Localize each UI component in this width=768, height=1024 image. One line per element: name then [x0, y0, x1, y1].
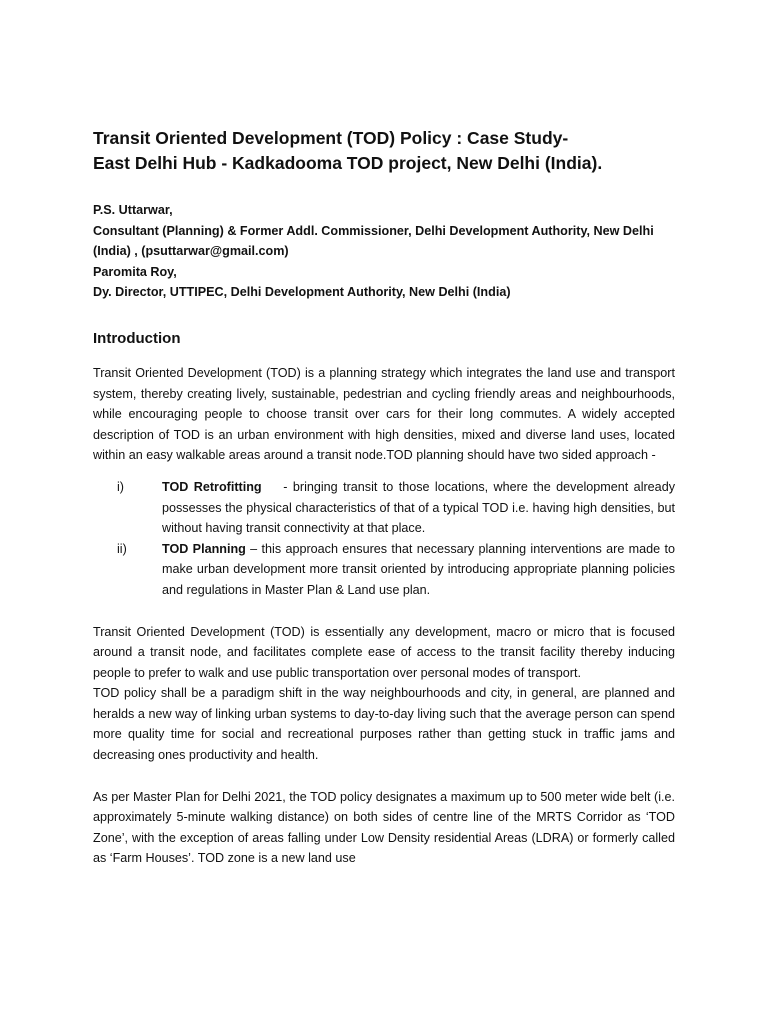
list-marker: ii) [117, 541, 127, 556]
intro-paragraph-1: Transit Oriented Development (TOD) is a planning strategy which integrates the land use and transport system, thereby creating lively, sustainable, pedestrian and cycling friendly areas and neighbourhoods, while encouraging people to choose transit over cars for their long commutes. A widely accepted description of TOD is an urban environment with high densities, mixed and diverse land uses, located within an easy walkable areas around a transit node.TOD planning should have two sided approach - [93, 365, 675, 463]
approach-list [93, 477, 679, 601]
title-line-1: Transit Oriented Development (TOD) Policy : Case Study- [93, 128, 569, 148]
section-heading-introduction: Introduction [93, 329, 181, 347]
intro-paragraph-4: As per Master Plan for Delhi 2021, the TOD policy designates a maximum up to 500 meter wide belt (i.e. approximately 5-minute walking distance) on both sides of centre line of the MRTS Corridor as ‘TOD Zone’, with the exception of areas falling under Low Density residential Areas (LDRA) or formerly called as ‘Farm Houses’. TOD zone is a new land use [93, 789, 675, 866]
document-page [93, 126, 679, 869]
list-item [93, 477, 679, 539]
author-2-affiliation: Dy. Director, UTTIPEC, Delhi Development Authority, New Delhi (India) [93, 285, 511, 300]
author-1-name: P.S. Uttarwar, [93, 203, 173, 217]
list-item-body [162, 539, 675, 601]
list-item [93, 539, 675, 601]
list-item-body [162, 477, 679, 539]
list-item-term: TOD Retrofitting [162, 479, 262, 494]
list-marker: i) [117, 479, 124, 494]
intro-paragraph-3: TOD policy shall be a paradigm shift in the way neighbourhoods and city, in general, are planned and heralds a new way of linking urban systems to day-to-day living such that the average person can spend more quality time for social and recreational purposes rather than getting stuck in traffic jams and decreasing ones productivity and health. [93, 686, 675, 763]
intro-paragraph-2: Transit Oriented Development (TOD) is essentially any development, macro or micro that is focused around a transit node, and facilitates complete ease of access to the transit facility thereby inducing people to prefer to walk and use public transportation over personal modes of transport. [93, 624, 675, 680]
document-title [93, 126, 675, 176]
author-block [93, 200, 675, 303]
list-item-text: - bringing transit to those locations, where the development already possesses the physical characteristics of that of a typical TOD i.e. having high densities, but without having transit connectivity at that place. [162, 479, 679, 536]
author-1-affiliation: Consultant (Planning) & Former Addl. Commissioner, Delhi Development Authority, New Delhi (India) , (psuttarwar@gmail.com) [93, 223, 654, 259]
title-line-2: East Delhi Hub - Kadkadooma TOD project, New Delhi (India). [93, 153, 603, 173]
author-2-name: Paromita Roy, [93, 264, 177, 279]
list-item-term: TOD Planning [162, 541, 246, 556]
list-item-text: – this approach ensures that necessary planning interventions are made to make urban development more transit oriented by introducing appropriate planning policies and regulations in Master Plan & Land use plan. [162, 541, 676, 597]
